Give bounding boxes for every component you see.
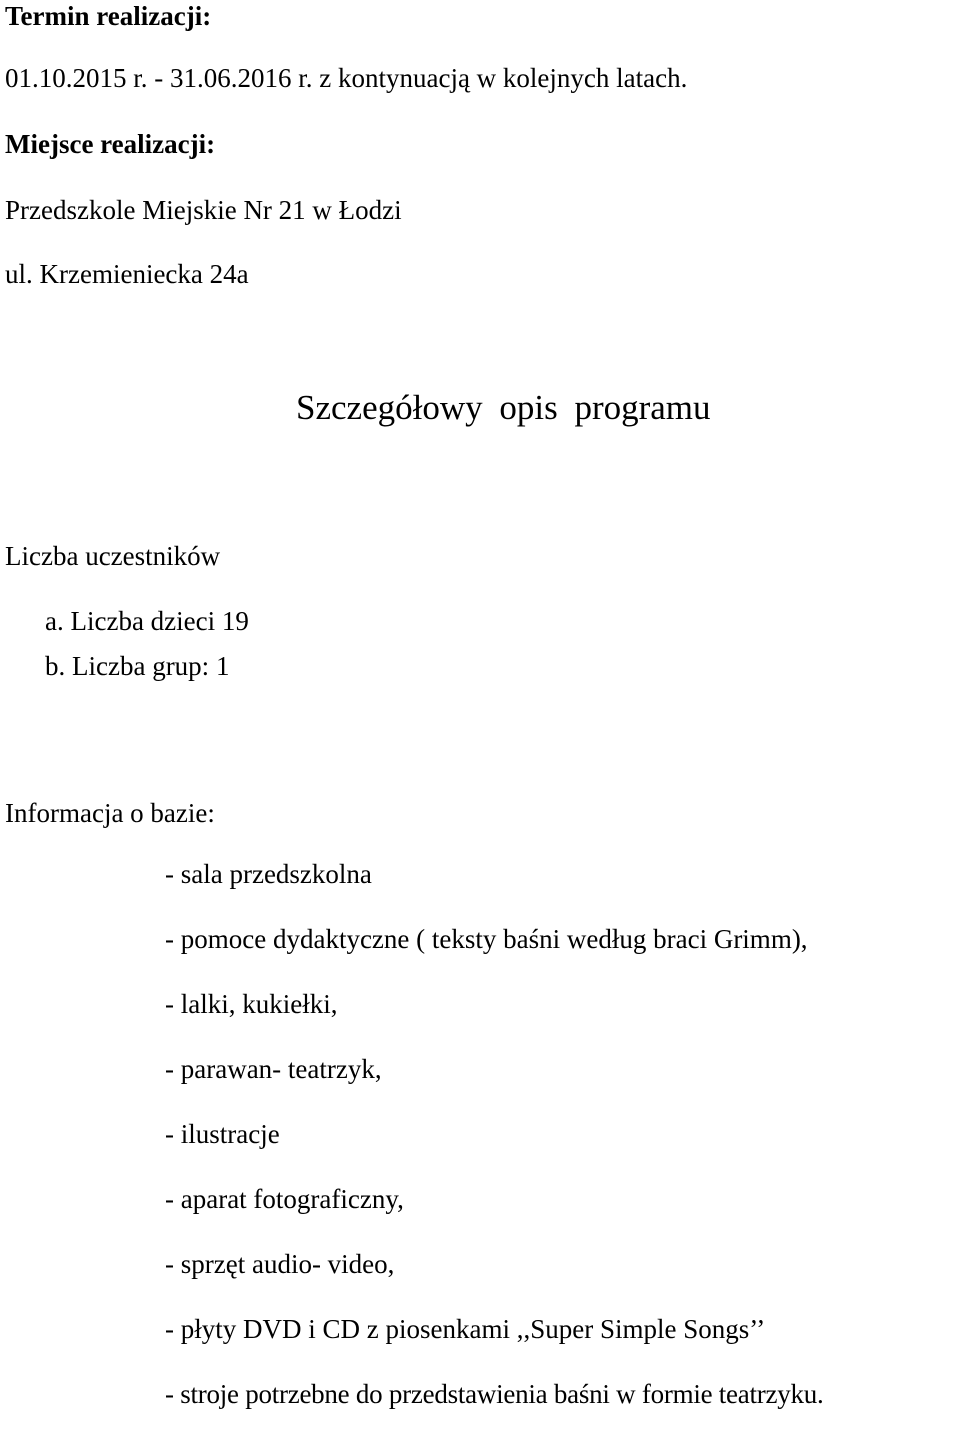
list-item: - sprzęt audio- video, bbox=[165, 1249, 395, 1279]
list-item: - parawan- teatrzyk, bbox=[165, 1054, 382, 1084]
participants-children: a. Liczba dzieci 19 bbox=[45, 606, 249, 636]
list-item: - pomoce dydaktyczne ( teksty baśni według braci Grimm), bbox=[165, 924, 808, 954]
base-info-list bbox=[165, 858, 824, 1443]
implementation-place-label: Miejsce realizacji: bbox=[5, 129, 216, 159]
list-item: - stroje potrzebne do przedstawienia baśni w formie teatrzyku. bbox=[165, 1379, 824, 1409]
participants-groups: b. Liczba grup: 1 bbox=[45, 651, 230, 681]
list-item: - aparat fotograficzny, bbox=[165, 1184, 404, 1214]
list-item: - ilustracje bbox=[165, 1119, 280, 1149]
list-item: - lalki, kukiełki, bbox=[165, 989, 338, 1019]
implementation-period-label: Termin realizacji: bbox=[5, 1, 212, 31]
participants-label: Liczba uczestników bbox=[5, 541, 221, 571]
implementation-place-line1: Przedszkole Miejskie Nr 21 w Łodzi bbox=[5, 195, 402, 225]
base-info-label: Informacja o bazie: bbox=[5, 798, 215, 828]
list-item: - płyty DVD i CD z piosenkami ,,Super Simple Songs’’ bbox=[165, 1314, 766, 1344]
list-item: - sala przedszkolna bbox=[165, 859, 372, 889]
implementation-period-value: 01.10.2015 r. - 31.06.2016 r. z kontynuacją w kolejnych latach. bbox=[5, 63, 688, 93]
section-title: Szczegółowy opis programu bbox=[296, 388, 711, 427]
implementation-place-line2: ul. Krzemieniecka 24a bbox=[5, 259, 249, 289]
